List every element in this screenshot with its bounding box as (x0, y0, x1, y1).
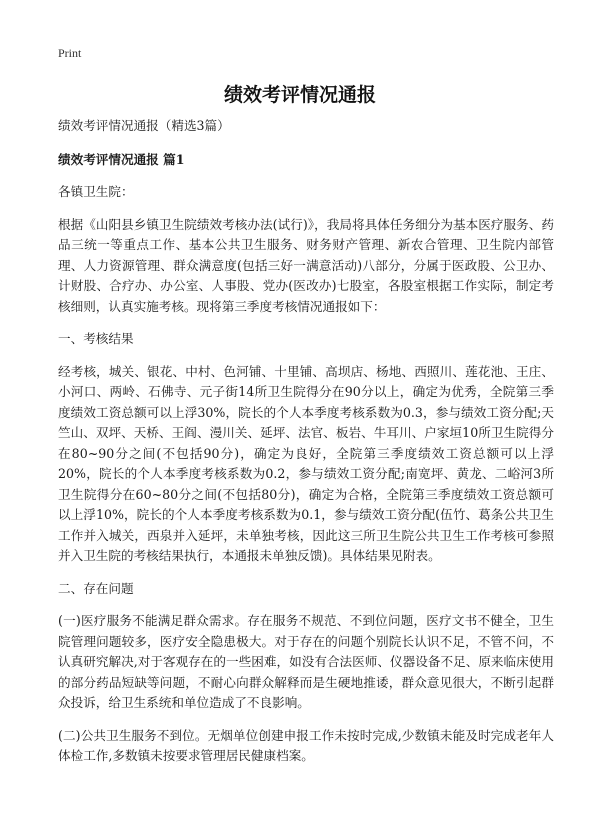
heading-results: 一、考核结果 (58, 331, 134, 346)
problem-paragraph-1: (一)医疗服务不能满足群众需求。存在服务不规范、不到位问题，医疗文书不健全，卫生院管理问题较多，医疗安全隐患极大。对于存在的问题个别院长认识不足，不管不问，不认真研究解决,对于客观存在的一些困难，如没有合法医师、仪器设备不足、原来临床使用的部分药品短缺等问题，不耐心向群众解释而是生硬地推诿，群众意见很大，不断引起群众投诉，给卫生系统和单位造成了不良影响。 (58, 613, 554, 710)
document-subtitle: 绩效考评情况通报（精选3篇） (58, 118, 230, 133)
document-title: 绩效考评情况通报 (223, 84, 376, 106)
intro-paragraph: 根据《山阳县乡镇卫生院绩效考核办法(试行)》，我局将具体任务细分为基本医疗服务、药品三统一等重点工作、基本公共卫生服务、财务财产管理、新农合管理、卫生院内部管理、人力资源管理、群众满意度(包括三好一满意活动)八部分，分属于医政股、公卫办、计财股、合疗办、办公室、人事股、党办(医改办)七股室，各股室根据工作实际，制定考核细则，认真实施考核。现将第三季度考核情况通报如下： (58, 216, 554, 314)
problem-paragraph-2: (二)公共卫生服务不到位。无烟单位创建申报工作未按时完成,少数镇未能及时完成老年人体检工作,多数镇未按要求管理居民健康档案。 (58, 727, 554, 763)
greeting-line: 各镇卫生院： (58, 184, 134, 199)
document-body (58, 116, 554, 779)
print-label: Print (58, 46, 82, 60)
results-paragraph: 经考核，城关、银花、中村、色河铺、十里铺、高坝店、杨地、西照川、莲花池、王庄、小河口、两岭、石佛寺、元子街14所卫生院得分在90分以上，确定为优秀，全院第三季度绩效工资总额可以上浮30%，院长的个人本季度考核系数为0.3，参与绩效工资分配;天竺山、双坪、天桥、王阎、漫川关、延坪、法官、板岩、牛耳川、户家垣10所卫生院得分在80~90分之间(不包括90分)，确定为良好，全院第三季度绩效工资总额可以上浮20%，院长的个人本季度考核系数为0.2，参与绩效工资分配;南宽坪、黄龙、二峪河3所卫生院得分在60~80分之间(不包括80分)，确定为合格，全院第三季度绩效工资总额可以上浮10%，院长的个人本季度考核系数为0.1，参与绩效工资分配(伍竹、葛条公共卫生工作并入城关，西泉并入延坪，未单独考核，因此这三所卫生院公共卫生工作考核可参照并入卫生院的考核结果执行，本通报未单独反馈)。具体结果见附表。 (58, 363, 554, 563)
section-heading: 绩效考评情况通报 篇1 (58, 151, 185, 167)
heading-problems: 二、存在问题 (58, 580, 134, 596)
